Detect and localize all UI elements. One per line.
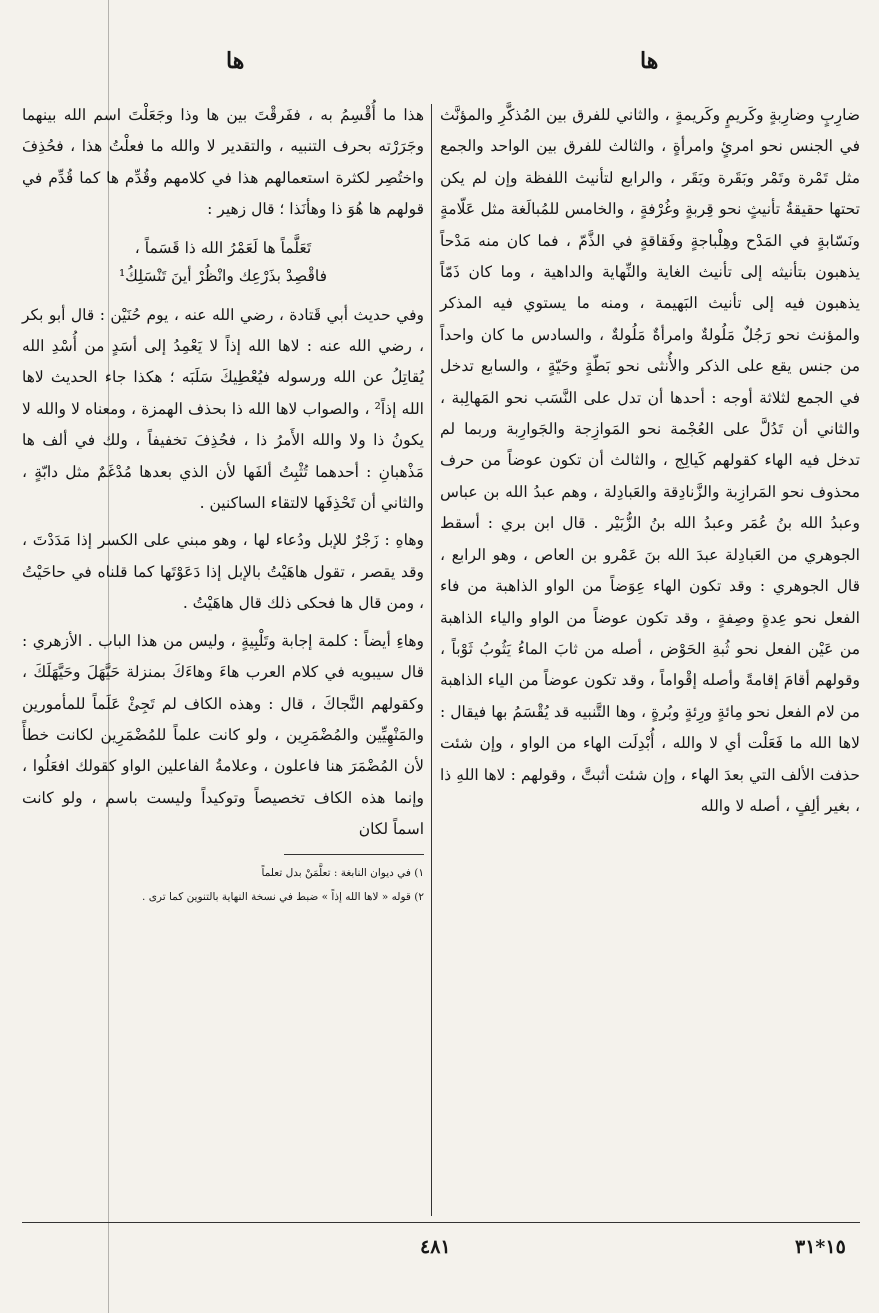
page-number: ٤٨١ (420, 1236, 451, 1258)
paragraph-intro: هذا ما أُقْسِمُ به ، ففَرقْتَ بين ها وذا وجَعَلْتَ اسم الله بينهما وجَرَرْته بحرف التنبيه ، والتقدير لا والله ما فعلْتُ هذا ، فحُذِفَ واختُصِر لكثرة استعمالهم هذا في كلامهم وقُدِّم ها كما قُدِّم في قولهم ها هُوَ ذا وهأنَذا ؛ قال زهير : (22, 106, 424, 219)
footnote-1: ١) في ديوان النابغة : تعلَّمَنْ بدل تعلماً (261, 866, 424, 879)
right-column (440, 100, 860, 822)
footnote-rule (284, 854, 424, 855)
running-head-left: ها (226, 48, 245, 74)
paragraph-hadith: وفي حديث أبي قَتادة ، رضي الله عنه ، يوم حُنَيْن : قال أبو بكر ، رضي الله عنه : لاها الله إذاً لا يَعْمِدُ إلى أسَدٍ من أُسْدِ الله يُقاتِلُ عن الله ورسوله فيُعْطِيكَ سَلَبَه ؛ هكذا جاء الحديث لاها الله إذاً² ، والصواب لاها الله ذا بحذف الهمزة ، ومعناه لا والله لا يكونُ ذا ولا والله الأَمرُ ذا ، فحُذِفَ تخفيفاً ، ولك في ألف ها مَذْهبانِ : أحدهما تُثْبِتُ ألفَها لأن الذي بعدها مُدْغَمٌ مثل دابّةٍ ، والثاني أن تَحْذِفَها لالتقاء الساكنين . (22, 305, 424, 513)
column-divider (431, 104, 432, 1216)
bottom-rule (22, 1222, 860, 1223)
footnote-2: ٢) قوله « لاها الله إذاً » ضبط في نسخة النهاية بالتنوين كما ترى . (142, 890, 424, 903)
paragraph-haa: وهاءِ أيضاً : كلمة إجابة وتَلْبِيةٍ ، وليس من هذا الباب . الأزهري : قال سيبويه في كلام العرب هاءَ وهاءَكَ بمنزلة حَيَّهَلَ وحَيَّهَلَكَ ، وكقولهم النَّجاكَ ، قال : وهذه الكاف لم تَجِئْ عَلَماً للمأمورين والمَنْهِيِّين والمُضْمَرِين ، ولو كانت علماً للمُضْمَرِين لكانت خطأً لأن المُضْمَرَ هنا فاعلون ، وعلامةُ الفاعلين الواو كقولك افعَلُوا ، وإنما هذه الكاف تخصيصاً وتوكيداً وليست باسم ، ولو كانت اسماً لكان (22, 631, 424, 839)
signature-mark: ١٥*٣١ (795, 1236, 846, 1258)
left-column (22, 100, 424, 909)
running-head-right: ها (640, 48, 659, 74)
poem-line-2: فاقْصِدْ بذَرْعِك وانْظُرْ أينَ تَنْسَلِكُ¹ (118, 266, 328, 285)
poem-verse (22, 234, 424, 290)
paragraph-hahi: وهاهِ : زَجْرٌ للإبل ودُعاء لها ، وهو مبني على الكسر إذا مَدَدْتَ ، وقد يقصر ، تقول هاهَيْتُ بالإبل إذا دَعَوْتَها كما قلناه في حاحَيْتُ ، ومن قال ها فحكى ذلك قال هاهَيْتُ . (22, 531, 424, 613)
right-column-text: ضارِبٍ وضارِبةٍ وكَريمٍ وكَريمةٍ ، والثاني للفرق بين المُذكَّرِ والمؤنَّث في الجنس نحو امرئٍ وامرأةٍ ، والثالث للفرق بين الواحد والجمع مثل تَمْرة وتَمْر وبَقَرة وبَقَر ، والرابع لتأنيث اللفظة وإن لم يكن تحتها حقيقةُ تأنيثٍ نحو قِربةٍ وغُرْفةٍ ، والخامس للمُبالَغة مثل عَلّامةٍ ونَسّابةٍ في المَدْح وهِلْباجةٍ وفَقاقةٍ في الذَّمّ ، فما كان منه مَدْحاً يذهبون بتأنيثه إلى تأنيث الغاية والنِّهاية والداهية ، وما كان ذَمّاً يذهبون فيه إلى تأنيث البَهيمة ، ومنه ما يستوي فيه المذكر والمؤنث نحو رَجُلٌ مَلُولةٌ وامرأةٌ مَلُولةٌ ، والسادس ما كان واحداً من جنس يقع على الذكر والأُنثى نحو بَطّةٍ وحَيّةٍ ، والسابع تدخل في الجمع لثلاثة أوجه : أحدها أن تدل على النَّسَب نحو المَهالِبة ، والثاني أن تَدُلَّ على العُجْمة نحو المَوازِجة والجَوارِبة وربما لم تدخل فيه الهاء كقولهم كَيالِج ، والثالث أن تكون عوضاً من حرف محذوف نحو المَرازِبة والزَّنادِقة والعَبادِلة ، وهم عبدُ الله بن عباس وعبدُ الله بنُ عُمَر وعبدُ الله بنُ الزُّبَيْر . قال ابن بري : أسقط الجوهري من العَبادِلة عبدَ الله بنَ عَمْرو بن العاص ، وهو الرابع ، قال الجوهري : وقد تكون الهاء عِوَضاً من الواو الذاهبة من فاء الفعل نحو عِدةٍ وصِفةٍ ، وقد تكون عوضاً من الواو والياء الذاهبة من عَيْن الفعل نحو ثُبةِ الحَوْض ، أصله من ثابَ الماءُ يَثُوبُ ثَوْباً ، وقولهم أقامَ إقامةً وأصله إقْواماً ، وقد تكون عوضاً من الياء الذاهبة من لام الفعل نحو مِائةٍ ورِئةٍ وبُرةٍ ، وها التَّنبيه قد يُقْسَمُ بها فيقال : لاها الله ما فَعَلْت أي لا والله ، أُبْدِلَت الهاء من الواو ، وإن شئت حذفت الألف التي بعدَ الهاء ، وإن شئت أثبتَّ ، وقولهم : لاها اللهِ ذا ، بغير ألِفٍ ، أصله لا والله (440, 106, 860, 815)
poem-line-1: تَعَلَّماً ها لَعَمْرُ الله ذا قَسَماً ، (134, 238, 312, 257)
